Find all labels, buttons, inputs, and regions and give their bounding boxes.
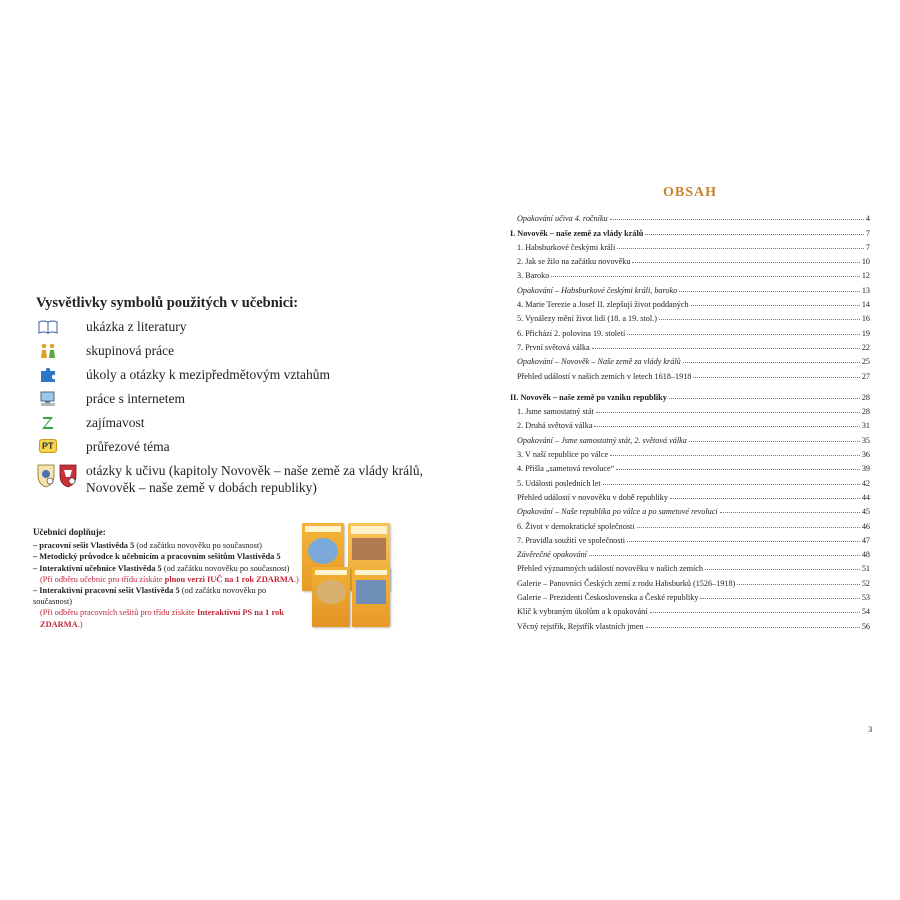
toc-leader-dots [616, 469, 860, 470]
toc-row [510, 445, 870, 459]
toc-entry-page: 48 [861, 550, 870, 560]
toc-row [510, 266, 870, 280]
toc-entry-title: Klíč k vybraným úkolům a k opakování [517, 607, 648, 617]
toc-leader-dots [594, 426, 859, 427]
legend-label: ukázka z literatury [86, 319, 187, 334]
toc-leader-dots [700, 598, 859, 599]
toc-leader-dots [693, 377, 859, 378]
supplement-item: – Interaktivní pracovní sešit Vlastivěda 5 (od začátku novověku po současnost) [33, 586, 267, 607]
toc-title: OBSAH [662, 185, 717, 200]
toc-entry-title: 4. Přišla „sametová revoluce“ [517, 464, 615, 474]
toc-entry-title: Opakování – Naše republika po válce a po sametové revoluci [517, 507, 718, 517]
toc-entry-page: 19 [861, 328, 870, 338]
toc-row [510, 209, 870, 223]
legend-item-literature [36, 318, 436, 336]
toc-leader-dots [650, 612, 860, 613]
toc-leader-dots [737, 584, 860, 585]
page-number: 3 [868, 724, 873, 734]
legend-label: průřezové téma [86, 439, 170, 454]
toc-row [510, 366, 870, 380]
legend-label: skupinová práce [86, 343, 175, 358]
toc-leader-dots [645, 234, 864, 235]
toc-leader-dots [589, 555, 860, 556]
toc-row [510, 338, 870, 352]
toc-row [510, 280, 870, 294]
legend-label: otázky k učivu (kapitoly Novověk – naše země za vlády králů, [86, 463, 424, 478]
toc-entry-title: Věcný rejstřík, Rejstřík vlastních jmen [517, 621, 644, 631]
legend-item-interesting [36, 414, 436, 432]
toc-leader-dots [592, 348, 860, 349]
toc-leader-dots [632, 262, 859, 263]
toc-entry-page: 36 [861, 450, 870, 460]
toc-entry-page: 54 [861, 607, 870, 617]
toc-entry-title: 3. Baroko [517, 271, 550, 281]
toc-entry-title: 2. Druhá světová válka [517, 421, 593, 431]
legend-item-cross-theme [36, 438, 436, 456]
legend-label: úkoly a otázky k mezipředmětovým vztahům [86, 367, 331, 382]
legend-title: Vysvětlivky symbolů použitých v učebnici: [36, 295, 299, 311]
toc-row [510, 309, 870, 323]
toc-row [510, 416, 870, 430]
toc-entry-title: Opakování – Novověk – Naše země za vlády králů [517, 357, 681, 367]
toc-row [510, 459, 870, 473]
pt-badge-icon [36, 438, 86, 456]
coat-of-arms-icon [36, 462, 86, 490]
toc-entry-title: Opakování učiva 4. ročníku [517, 214, 608, 224]
toc-entry-page: 45 [861, 507, 870, 517]
supplements-title: Učebnici doplňuje: [33, 527, 106, 537]
supplement-item: – pracovní sešit Vlastivěda 5 (od začátku novověku po současnost) [33, 541, 262, 551]
toc-leader-dots [610, 219, 864, 220]
toc-entry-page: 13 [861, 285, 870, 295]
supplement-note: (Při odběru učebnic pro třídu získáte plnou verzi IUČ na 1 rok ZDARMA.) [40, 574, 299, 584]
toc-row [510, 323, 870, 337]
toc-entry-page: 25 [861, 357, 870, 367]
toc-leader-dots [551, 276, 860, 277]
legend-item-cross-subject [36, 366, 436, 384]
book-covers-image [302, 523, 394, 631]
toc-entry-page: 46 [861, 521, 870, 531]
toc-entry-title: 6. Život v demokratické společnosti [517, 521, 635, 531]
supplement-item: – Metodický průvodce k učebnicím a pracovním sešitům Vlastivěda 5 [33, 552, 281, 562]
toc-row [510, 402, 870, 416]
toc-entry-title: 1. Jsme samostatný stát [517, 407, 594, 417]
toc-leader-dots [659, 319, 860, 320]
toc-entry-title: I. Novověk – naše země za vlády králů [510, 228, 644, 238]
toc-entry-title: Galerie – Prezidenti Československa a České republiky [517, 593, 699, 603]
toc-entry-page: 51 [861, 564, 870, 574]
toc-row [510, 516, 870, 530]
legend-label-continued: Novověk – naše země v dobách republiky) [86, 480, 317, 495]
toc-entry-title: Galerie – Panovníci Českých zemí z rodu Habsburků (1526–1918) [517, 578, 736, 588]
toc-leader-dots [596, 412, 860, 413]
toc-row [510, 238, 870, 252]
toc-entry-title: Opakování – Habsburkové českými králi, baroko [517, 285, 678, 295]
toc-entry-title: 2. Jak se žilo na začátku novověku [517, 257, 631, 267]
toc-entry-title: Závěrečné opakování [517, 550, 587, 560]
toc-row [510, 616, 870, 630]
toc-leader-dots [610, 455, 860, 456]
toc-entry-page: 22 [861, 342, 870, 352]
toc-entry-title: 7. Pravidla soužití ve společnosti [517, 535, 626, 545]
toc-entry-page: 4 [865, 214, 870, 224]
supplements-box [33, 527, 303, 630]
toc-entry-title: 6. Přichází 2. polovina 19. století [517, 328, 626, 338]
toc-row [510, 430, 870, 444]
toc-entry-page: 28 [861, 392, 870, 402]
puzzle-icon [36, 366, 86, 384]
workbook-cover [312, 567, 350, 627]
legend-label: zajímavost [86, 415, 145, 430]
legend-label: práce s internetem [86, 391, 185, 406]
toc-entry-title: Přehled významných událostí novověku v našich zemích [517, 564, 703, 574]
toc-entry-title: 5. Vynálezy mění život lidí (18. a 19. stol.) [517, 314, 657, 324]
toc-row [510, 252, 870, 266]
toc-leader-dots [689, 441, 860, 442]
toc-entry-title: Přehled událostí v novověku v době republiky [517, 492, 668, 502]
toc-row [510, 559, 870, 573]
toc-entry-title: II. Novověk – naše země po vzniku republiky [510, 392, 667, 402]
toc-leader-dots [627, 541, 860, 542]
toc-entry-page: 35 [861, 435, 870, 445]
toc-row [510, 295, 870, 309]
toc-row [510, 531, 870, 545]
supplement-note: (Při odběru pracovních sešitů pro třídu získáte Interaktivní PS na 1 rok ZDARMA.) [40, 608, 284, 629]
toc-leader-dots [603, 484, 860, 485]
symbol-legend [36, 295, 436, 502]
toc-entry-page: 56 [861, 621, 870, 631]
toc-leader-dots [627, 334, 860, 335]
computer-icon [36, 390, 86, 408]
toc-entry-page: 39 [861, 464, 870, 474]
toc-entry-page: 47 [861, 535, 870, 545]
toc-leader-dots [637, 527, 860, 528]
toc-entry-page: 10 [861, 257, 870, 267]
toc-row [510, 573, 870, 587]
toc-entry-page: 27 [861, 371, 870, 381]
toc-entry-page: 28 [861, 407, 870, 417]
toc-leader-dots [679, 291, 860, 292]
toc-leader-dots [646, 627, 860, 628]
toc-leader-dots [670, 498, 860, 499]
toc-entry-title: 7. První světová válka [517, 342, 590, 352]
toc-leader-dots [691, 305, 860, 306]
toc-entry-title: 1. Habsburkové českými králi [517, 242, 616, 252]
toc-entry-page: 7 [865, 242, 870, 252]
toc-leader-dots [617, 248, 864, 249]
toc-row [510, 352, 870, 366]
group-work-icon [36, 342, 86, 360]
toc-entry-page: 44 [861, 492, 870, 502]
supplement-item: – Interaktivní učebnice Vlastivěda 5 (od začátku novověku po současnost) [33, 563, 290, 573]
toc-entry-page: 16 [861, 314, 870, 324]
toc-entry-page: 31 [861, 421, 870, 431]
toc-entry-page: 7 [865, 228, 870, 238]
toc-leader-dots [683, 362, 860, 363]
toc-entry-page: 42 [861, 478, 870, 488]
toc-entry-page: 53 [861, 593, 870, 603]
toc-entry-title: 5. Události posledních let [517, 478, 601, 488]
toc-entry-page: 12 [861, 271, 870, 281]
toc-row [510, 388, 870, 402]
pt-badge-text: PT [39, 439, 57, 453]
toc-row [510, 223, 870, 237]
z-letter-icon [36, 414, 86, 432]
toc-row [510, 602, 870, 616]
table-of-contents [510, 209, 870, 631]
toc-leader-dots [720, 512, 860, 513]
toc-entry-title: 3. V naší republice po válce [517, 450, 609, 460]
toc-row [510, 502, 870, 516]
toc-row [510, 588, 870, 602]
toc-entry-title: Opakování – Jsme samostatný stát, 2. světová válka [517, 435, 687, 445]
toc-entry-page: 52 [861, 578, 870, 588]
toc-leader-dots [705, 569, 860, 570]
toc-row [510, 473, 870, 487]
book-icon [36, 318, 86, 336]
toc-row [510, 545, 870, 559]
toc-entry-title: Přehled událostí v našich zemích v letech 1618–1918 [517, 371, 692, 381]
toc-entry-title: 4. Marie Terezie a Josef II. zlepšují život poddaných [517, 300, 689, 310]
toc-row [510, 488, 870, 502]
legend-item-group-work [36, 342, 436, 360]
toc-leader-dots [669, 398, 860, 399]
toc-entry-page: 14 [861, 300, 870, 310]
legend-item-internet [36, 390, 436, 408]
interactive-cover [352, 567, 390, 627]
legend-item-questions [36, 462, 436, 496]
